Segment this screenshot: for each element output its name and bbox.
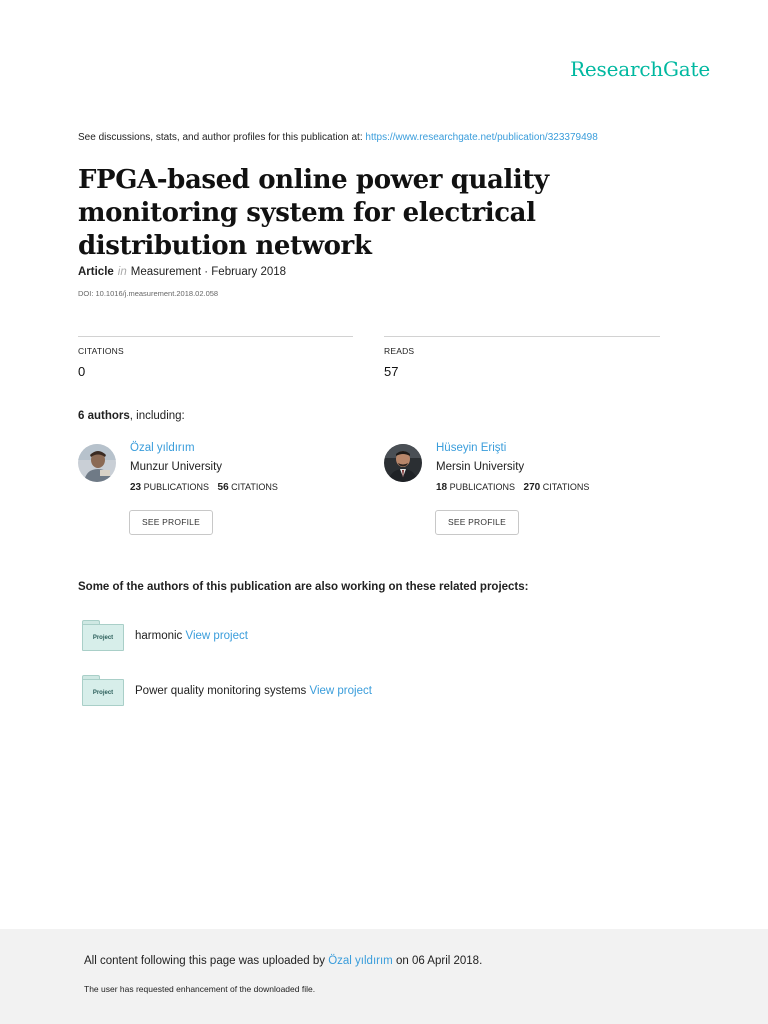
authors-suffix: , including: bbox=[129, 410, 185, 422]
project-folder-icon bbox=[82, 620, 124, 652]
citations-count-label: CITATIONS bbox=[231, 482, 278, 492]
project-text bbox=[135, 685, 372, 697]
author-avatar[interactable] bbox=[78, 444, 116, 482]
avatar-photo-icon bbox=[384, 444, 422, 482]
publications-label: PUBLICATIONS bbox=[143, 482, 209, 492]
authors-heading bbox=[78, 410, 185, 422]
meta-in-text: in bbox=[117, 266, 127, 278]
footer-panel bbox=[0, 929, 768, 1024]
author-info bbox=[436, 442, 589, 493]
project-name: Power quality monitoring systems bbox=[135, 685, 307, 697]
publication-type: Article bbox=[78, 266, 114, 278]
publication-title: FPGA-based online power quality monitoring system for electrical distribution network bbox=[78, 165, 549, 261]
upload-suffix: on 06 April 2018. bbox=[392, 955, 483, 967]
citations-count: 56 bbox=[217, 482, 229, 493]
uploader-link[interactable]: Özal yıldırım bbox=[328, 955, 393, 967]
citations-stat bbox=[78, 336, 353, 379]
publication-meta bbox=[78, 266, 286, 278]
publication-venue: Measurement · February 2018 bbox=[130, 266, 287, 278]
project-folder-icon bbox=[82, 675, 124, 707]
project-badge: Project bbox=[82, 624, 124, 651]
citations-value: 0 bbox=[78, 364, 86, 379]
author-name-link[interactable]: Özal yıldırım bbox=[130, 442, 195, 454]
request-note: The user has requested enhancement of the downloaded file. bbox=[84, 984, 316, 994]
author-institution: Munzur University bbox=[130, 461, 223, 473]
author-info bbox=[130, 442, 278, 493]
project-text bbox=[135, 630, 248, 642]
author-counts bbox=[436, 482, 589, 493]
researchgate-logo[interactable]: ResearchGate bbox=[570, 57, 710, 81]
project-badge: Project bbox=[82, 679, 124, 706]
publication-doi: DOI: 10.1016/j.measurement.2018.02.058 bbox=[78, 289, 219, 298]
authors-count: 6 authors bbox=[78, 410, 130, 422]
publication-url-link[interactable]: https://www.researchgate.net/publication/323379498 bbox=[365, 132, 598, 143]
citations-count: 270 bbox=[523, 482, 541, 493]
view-project-link[interactable]: View project bbox=[185, 630, 248, 642]
project-name: harmonic bbox=[135, 630, 183, 642]
reads-label: READS bbox=[384, 346, 415, 356]
related-projects-heading: Some of the authors of this publication are also working on these related projects: bbox=[78, 581, 529, 593]
publications-label: PUBLICATIONS bbox=[449, 482, 515, 492]
view-project-link[interactable]: View project bbox=[309, 685, 372, 697]
see-profile-button[interactable]: SEE PROFILE bbox=[435, 510, 519, 535]
discussion-line bbox=[78, 132, 598, 143]
publications-count: 18 bbox=[436, 482, 448, 493]
publications-count: 23 bbox=[130, 482, 142, 493]
discussion-prefix: See discussions, stats, and author profiles for this publication at: bbox=[78, 132, 366, 143]
author-name-link[interactable]: Hüseyin Erişti bbox=[436, 442, 507, 454]
avatar-photo-icon bbox=[78, 444, 116, 482]
reads-stat bbox=[384, 336, 660, 379]
citations-label: CITATIONS bbox=[78, 346, 124, 356]
see-profile-button[interactable]: SEE PROFILE bbox=[129, 510, 213, 535]
author-avatar[interactable] bbox=[384, 444, 422, 482]
author-counts bbox=[130, 482, 278, 493]
author-institution: Mersin University bbox=[436, 461, 525, 473]
reads-value: 57 bbox=[384, 364, 399, 379]
upload-prefix: All content following this page was uploaded by bbox=[84, 955, 329, 967]
upload-note bbox=[84, 955, 482, 967]
citations-count-label: CITATIONS bbox=[542, 482, 590, 492]
